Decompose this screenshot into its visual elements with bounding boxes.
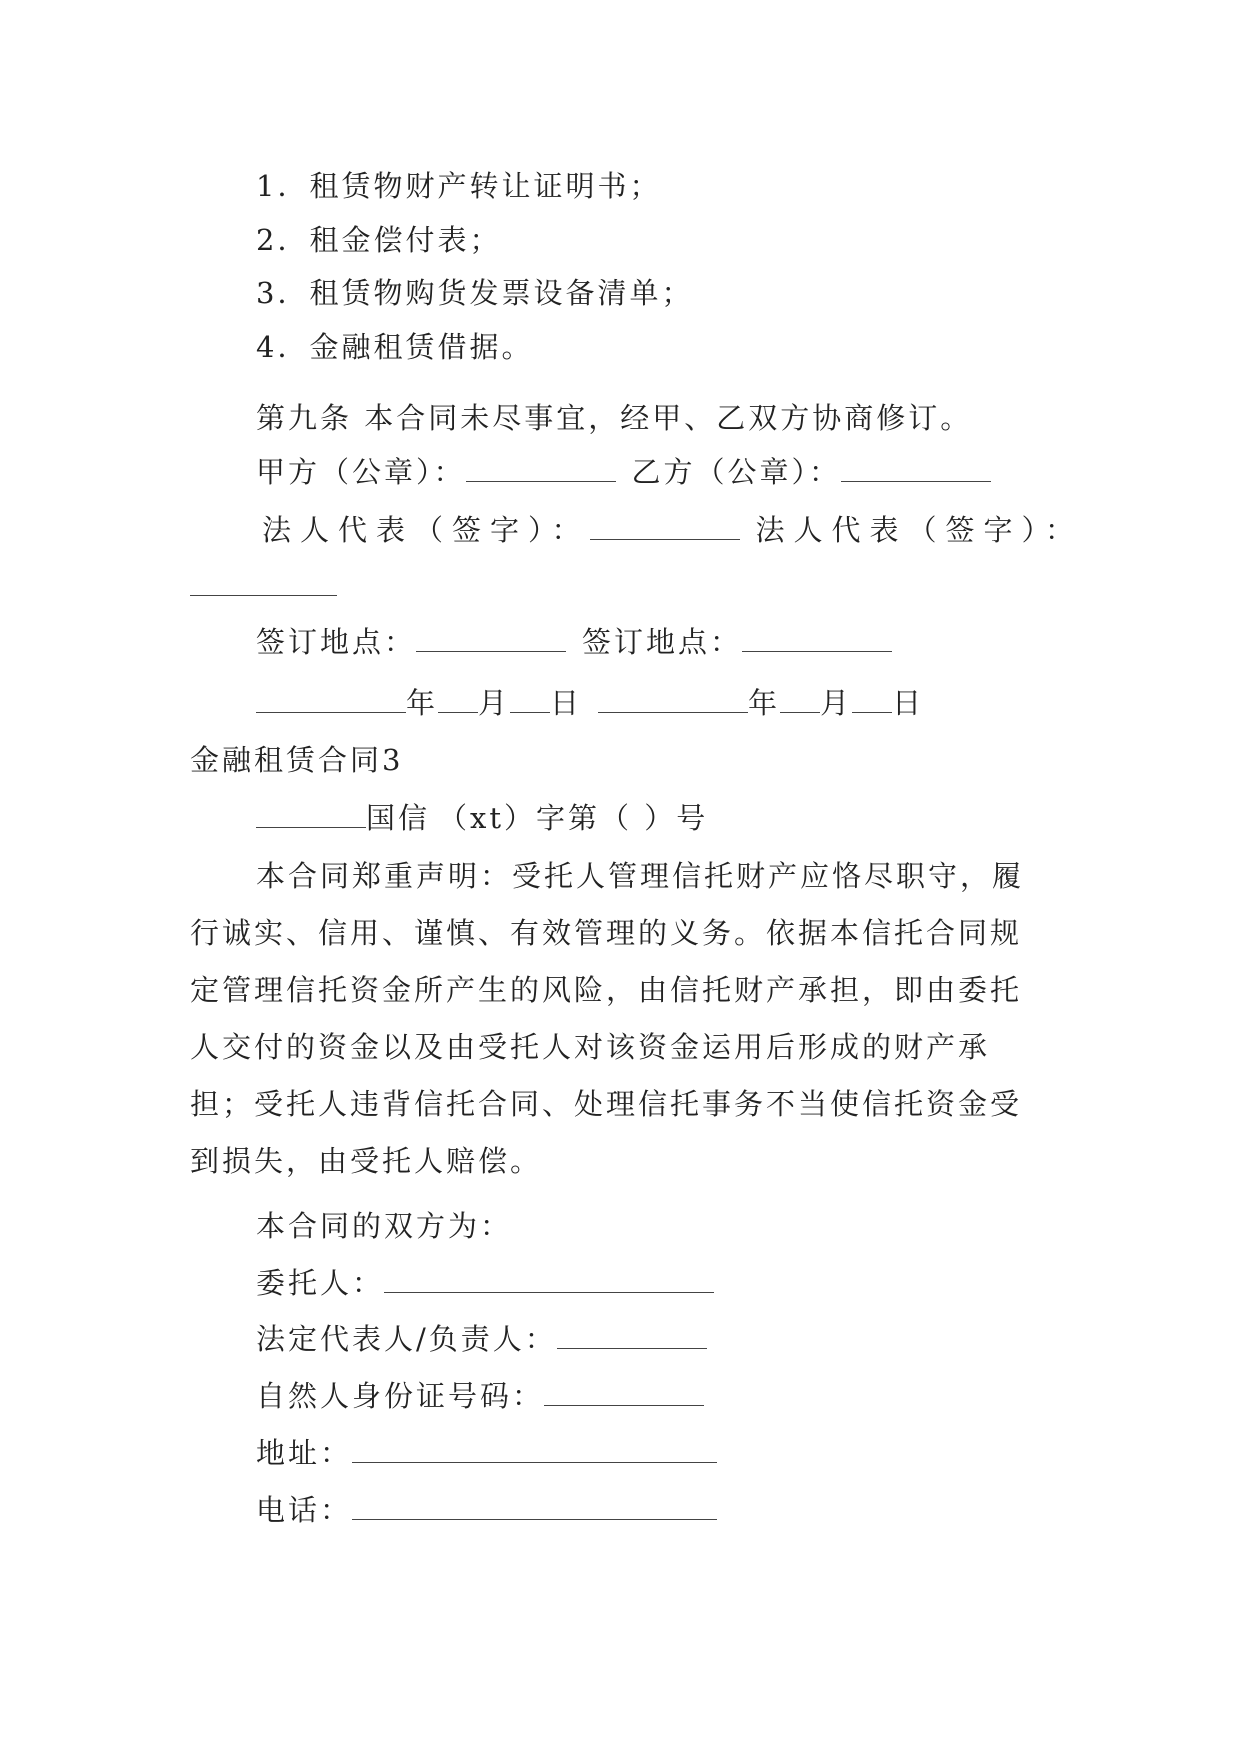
list-item: 2．租金偿付表； xyxy=(256,223,502,257)
declaration-line: 人交付的资金以及由受托人对该资金运用后形成的财产承 xyxy=(190,1030,991,1064)
trustor-blank xyxy=(384,1266,714,1293)
list-item: 4．金融租赁借据。 xyxy=(256,330,534,364)
party-a-seal-label: 甲方（公章）： xyxy=(256,455,466,489)
party-a-seal-blank xyxy=(466,455,616,482)
declaration-line: 行诚实、信用、谨慎、有效管理的义务。依据本信托合同规 xyxy=(190,916,1023,950)
sign-place-b-label: 签订地点： xyxy=(582,625,743,659)
sign-place-a-label: 签订地点： xyxy=(256,625,417,659)
list-item: 1．租赁物财产转让证明书； xyxy=(256,169,662,203)
year-a-label: 年 xyxy=(406,686,439,720)
legal-rep-a-blank xyxy=(590,513,740,540)
sign-place-b-blank xyxy=(742,625,892,652)
declaration-line: 担；受托人违背信托合同、处理信托事务不当使信托资金受 xyxy=(190,1087,1023,1121)
legal-rep-b-blank-line xyxy=(190,566,337,606)
legal-rep-field xyxy=(256,1319,707,1359)
month-b-label: 月 xyxy=(820,686,853,720)
month-b-blank xyxy=(780,686,820,713)
day-b-blank xyxy=(852,686,892,713)
id-number-blank xyxy=(544,1379,704,1406)
party-b-seal-blank xyxy=(841,455,991,482)
legal-rep-label: 法定代表人/负责人： xyxy=(256,1322,557,1356)
parties-intro: 本合同的双方为： xyxy=(256,1209,513,1243)
trustor-field xyxy=(256,1263,714,1303)
seal-line xyxy=(256,452,991,492)
contract-number xyxy=(256,798,708,838)
year-b-label: 年 xyxy=(748,686,781,720)
legal-rep-blank xyxy=(557,1322,707,1349)
phone-label: 电话： xyxy=(256,1493,353,1527)
month-a-label: 月 xyxy=(478,686,511,720)
year-a-blank xyxy=(256,686,406,713)
trustor-label: 委托人： xyxy=(256,1266,385,1300)
day-a-blank xyxy=(510,686,550,713)
sign-place-a-blank xyxy=(416,625,566,652)
phone-field xyxy=(256,1490,717,1530)
day-b-label: 日 xyxy=(892,686,925,720)
legal-rep-a-label: 法人代表（签字）： xyxy=(262,513,590,547)
month-a-blank xyxy=(438,686,478,713)
party-b-seal-label: 乙方（公章）： xyxy=(631,455,842,489)
address-field xyxy=(256,1433,717,1473)
phone-blank xyxy=(352,1493,717,1520)
article-9: 第九条 本合同未尽事宜，经甲、乙双方协商修订。 xyxy=(256,401,973,435)
sign-place-line xyxy=(256,622,892,662)
contract-number-code: （xt）字第（ ）号 xyxy=(438,801,709,835)
contract-number-blank xyxy=(256,801,366,828)
legal-rep-b-blank xyxy=(190,569,337,596)
day-a-label: 日 xyxy=(550,686,583,720)
address-blank xyxy=(352,1436,717,1463)
legal-rep-b-label: 法人代表（签字）： xyxy=(755,513,1084,547)
id-number-field xyxy=(256,1376,704,1416)
contract-number-main: 国信 xyxy=(366,801,431,835)
section-title: 金融租赁合同3 xyxy=(190,743,404,777)
list-item: 3．租赁物购货发票设备清单； xyxy=(256,276,694,310)
declaration-line: 本合同郑重声明：受托人管理信托财产应恪尽职守，履 xyxy=(256,859,1025,893)
address-label: 地址： xyxy=(256,1436,353,1470)
declaration-line: 到损失，由受托人赔偿。 xyxy=(190,1144,543,1178)
date-line xyxy=(256,683,924,723)
declaration-line: 定管理信托资金所产生的风险，由信托财产承担，即由委托 xyxy=(190,973,1023,1007)
legal-rep-line xyxy=(262,510,1083,550)
id-number-label: 自然人身份证号码： xyxy=(256,1379,545,1413)
year-b-blank xyxy=(598,686,748,713)
